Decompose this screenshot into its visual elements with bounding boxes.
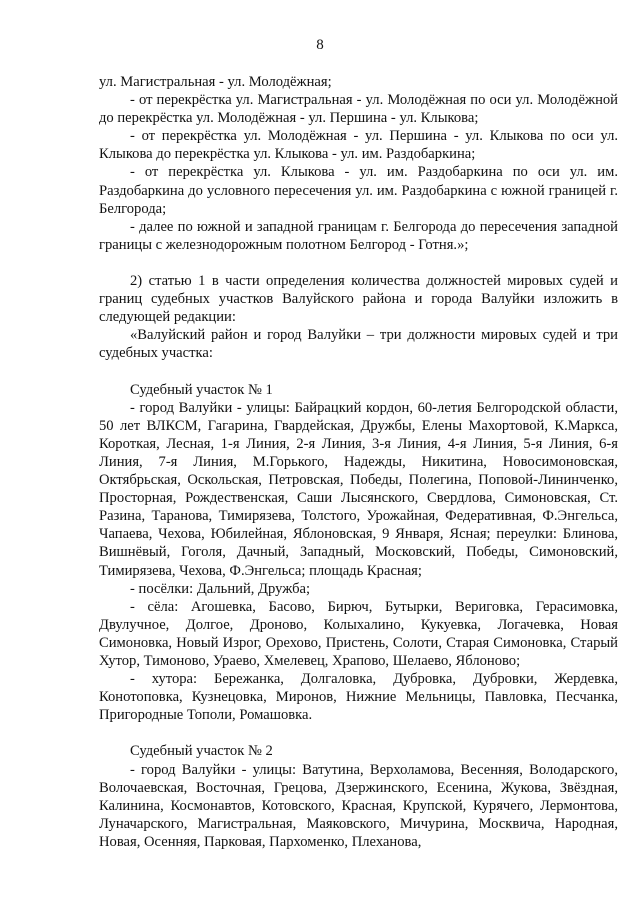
paragraph: - от перекрёстка ул. Магистральная - ул. Молодёжная по оси ул. Молодёжной до перекрёстка ул. Молодёжная - ул. Першина - ул. Клыкова;: [99, 92, 618, 127]
paragraph: - посёлки: Дальний, Дружба;: [130, 580, 311, 597]
paragraph: 2) статью 1 в части определения количества должностей мировых судей и границ судебных участков Валуйского района и города Валуйки изложить в следующей редакции:: [99, 273, 618, 326]
document-body: [99, 73, 618, 851]
paragraph: - далее по южной и западной границам г. Белгорода до пересечения западной границы с железнодорожным полотном Белгород - Готня.»;: [99, 218, 618, 253]
paragraph: - от перекрёстка ул. Молодёжная - ул. Першина - ул. Клыкова по оси ул. Клыкова до перекрёстка ул. Клыкова - ул. им. Раздобаркина;: [99, 128, 618, 163]
paragraph: - сёла: Агошевка, Басово, Бирюч, Бутырки, Вериговка, Герасимовка, Двулучное, Долгое, Дроново, Колыхалино, Кукуевка, Логачевка, Новая Симоновка, Новый Изрог, Орехово, Пристень, Солоти, Старая Симоновка, Старый Хутор, Тимоново, Ураево, Хмелевец, Храпово, Шелаево, Яблоново;: [99, 598, 618, 669]
paragraph-spacer: [99, 254, 618, 272]
paragraph: Судебный участок № 1: [130, 381, 273, 398]
paragraph-spacer: [99, 363, 618, 381]
paragraph: ул. Магистральная - ул. Молодёжная;: [99, 74, 332, 90]
paragraph: - город Валуйки - улицы: Байрацкий кордон, 60-летия Белгородской области, 50 лет ВЛКСМ, Гагарина, Гвардейская, Дружбы, Елены Махортовой, К.Маркса, Короткая, Лесная, 1-я Линия, 2-я Линия, 3-я Линия, 4-я Линия, 5-я Линия, 6-я Линия, 7-я Линия, М.Горького, Надежды, Никитина, Новосимоновская, Октябрьская, Оскольская, Петровская, Победы, Полегина, Поповой-Лининченко, Просторная, Рождественская, Саши Лысянского, Свердлова, Симоновская, Ст. Разина, Таранова, Тимирязева, Толстого, Урожайная, Федеративная, Ф.Энгельса, Чапаева, Чехова, Юбилейная, Яблоновская, 9 Января, Ясная; переулки: Блинова, Вишнёвый, Гоголя, Дачный, Западный, Московский, Победы, Симоновский, Тимирязева, Чехова, Ф.Энгельса; площадь Красная;: [99, 399, 618, 579]
paragraph: - город Валуйки - улицы: Ватутина, Верхоламова, Весенняя, Володарского, Волочаевская, Восточная, Грецова, Дзержинского, Есенина, Жукова, Звёздная, Калинина, Космонавтов, Котовского, Красная, Крупской, Курячего, Лермонтова, Луначарского, Магистральная, Маяковского, Мичурина, Москвича, Народная, Новая, Осенняя, Парковая, Пархоменко, Плеханова,: [99, 761, 618, 850]
paragraph: Судебный участок № 2: [130, 743, 273, 760]
paragraph: - от перекрёстка ул. Клыкова - ул. им. Раздобаркина по оси ул. им. Раздобаркина до условного пересечения ул. им. Раздобаркина с южной границей г. Белгорода;: [99, 164, 618, 217]
paragraph: - хутора: Бережанка, Долгаловка, Дубровка, Дубровки, Жердевка, Конотоповка, Кузнецовка, Миронов, Нижние Мельницы, Павловка, Песчанка, Пригородные Тополи, Ромашовка.: [99, 671, 618, 724]
page-number: 8: [316, 37, 324, 53]
paragraph-spacer: [99, 724, 618, 742]
paragraph: «Валуйский район и город Валуйки – три должности мировых судей и три судебных участка:: [99, 327, 618, 362]
